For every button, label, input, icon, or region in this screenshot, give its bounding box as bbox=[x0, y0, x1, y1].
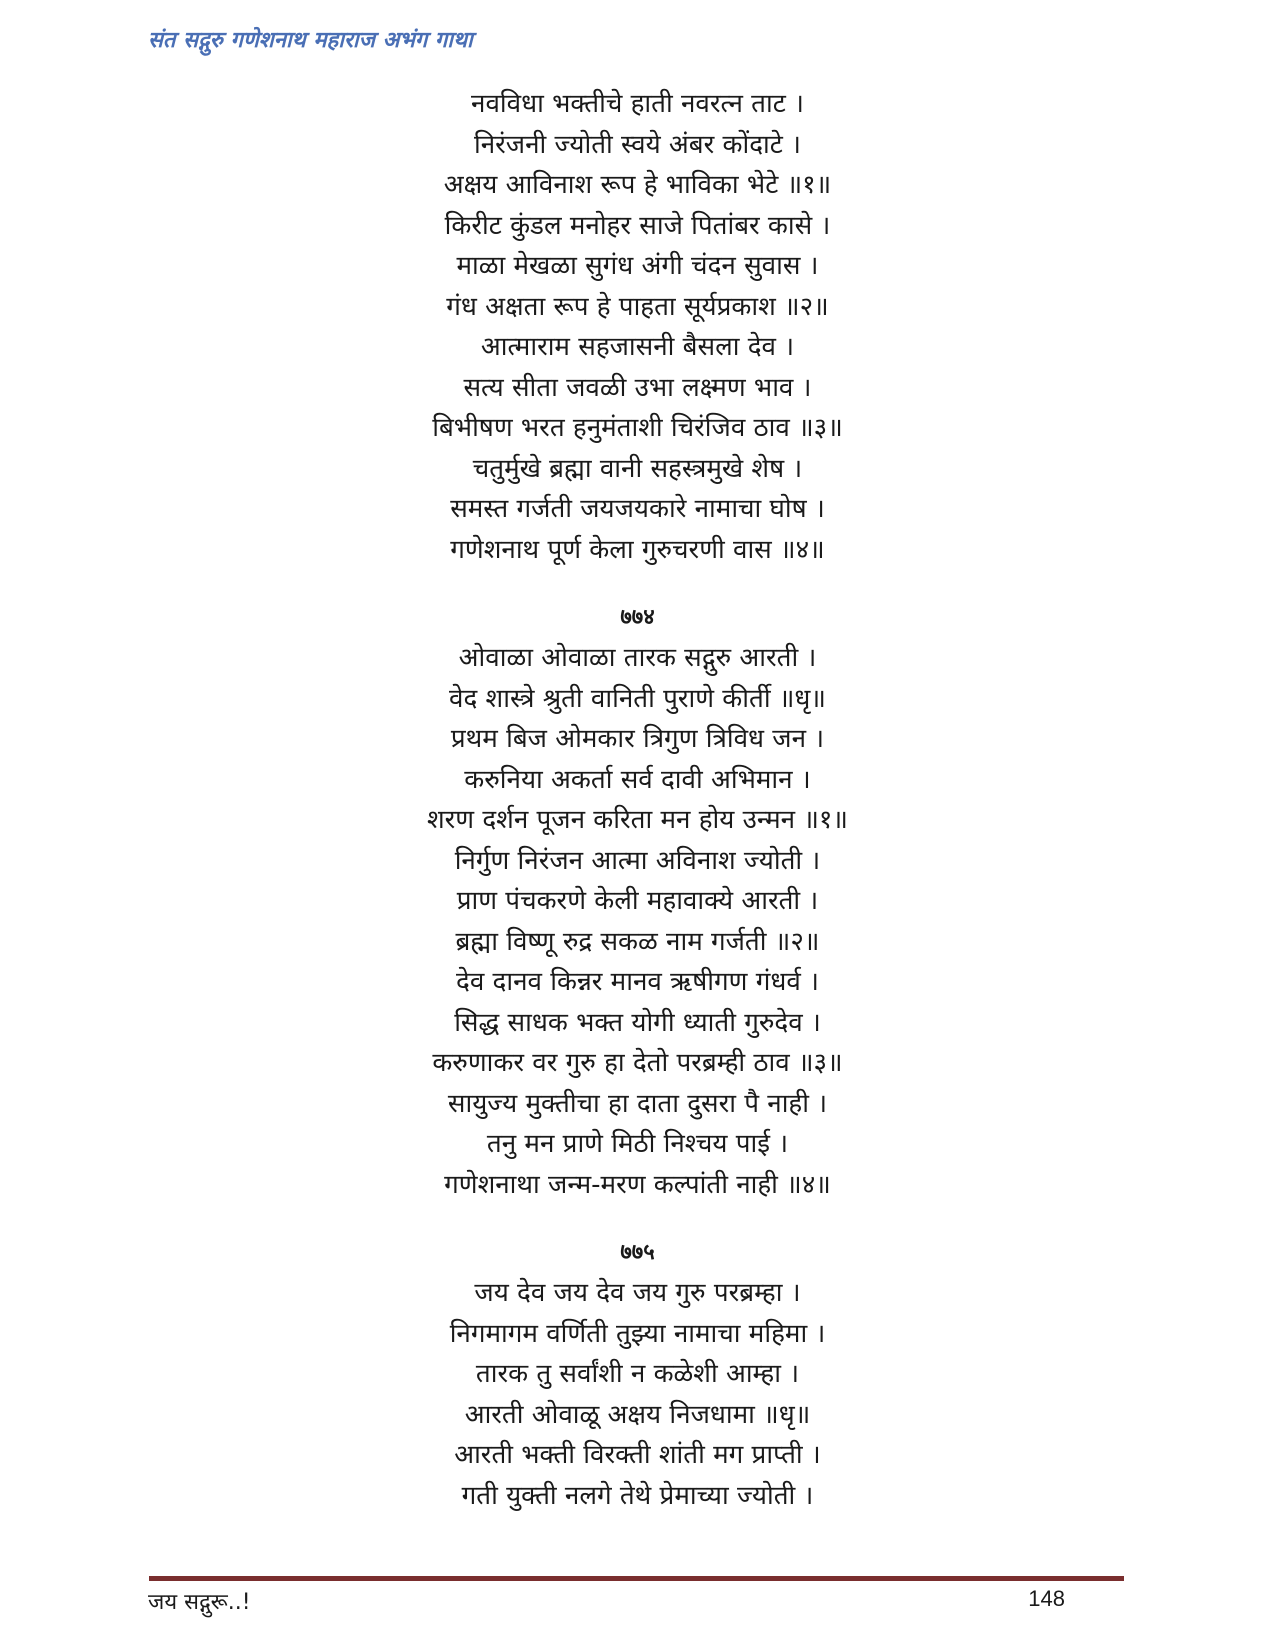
verse-line: समस्त गर्जती जयजयकारे नामाचा घोष । bbox=[450, 494, 825, 524]
verse-line: गंध अक्षता रूप हे पाहता सूर्यप्रकाश ॥२॥ bbox=[446, 291, 829, 322]
verse-line: करुनिया अकर्ता सर्व दावी अभिमान । bbox=[464, 764, 811, 795]
verse-line: वेद शास्त्रे श्रुती वानिती पुराणे कीर्ती ॥धृ॥ bbox=[449, 683, 826, 714]
verse-line: आरती भक्ती विरक्ती शांती मग प्राप्ती । bbox=[454, 1440, 821, 1470]
verse-line: शरण दर्शन पूजन करिता मन होय उन्मन ॥१॥ bbox=[426, 805, 849, 835]
verse-line: निर्गुण निरंजन आत्मा अविनाश ज्योती । bbox=[454, 845, 821, 876]
footer-text: जय सद्गुरू..! bbox=[148, 1590, 251, 1615]
verse-line: गणेशनाथा जन्म-मरण कल्पांती नाही ॥४॥ bbox=[444, 1169, 831, 1200]
verse-line: निगमागम वर्णिती तुझ्या नामाचा महिमा । bbox=[449, 1318, 826, 1349]
abhang-number: ७७५ bbox=[620, 1240, 655, 1265]
verse-line: सत्य सीता जवळी उभा लक्ष्मण भाव । bbox=[463, 372, 812, 403]
verse-line: गणेशनाथ पूर्ण केला गुरुचरणी वास ॥४॥ bbox=[450, 534, 825, 565]
verse-line: किरीट कुंडल मनोहर साजे पितांबर कासे । bbox=[444, 210, 831, 241]
verse-line: तनु मन प्राणे मिठी निश्चय पाई । bbox=[486, 1129, 789, 1159]
verse-line: करुणाकर वर गुरु हा देतो परब्रम्ही ठाव ॥३॥ bbox=[432, 1048, 843, 1078]
verse-line: ओवाळा ओवाळा तारक सद्गुरु आरती । bbox=[458, 643, 817, 673]
verse-line: नवविधा भक्तीचे हाती नवरत्न ताट । bbox=[471, 89, 804, 119]
verse-line: गती युक्ती नलगे तेथे प्रेमाच्या ज्योती । bbox=[461, 1480, 814, 1511]
abhang-number: ७७४ bbox=[620, 605, 655, 630]
verse-line: तारक तु सर्वांशी न कळेशी आम्हा । bbox=[475, 1359, 800, 1389]
running-header-title: संत सद्गुरु गणेशनाथ महाराज अभंग गाथा bbox=[148, 28, 473, 53]
verse-line: सायुज्य मुक्तीचा हा दाता दुसरा पै नाही । bbox=[447, 1088, 828, 1119]
abhang-section bbox=[0, 84, 1275, 570]
verse-line: आत्माराम सहजासनी बैसला देव । bbox=[480, 332, 795, 362]
footer-divider bbox=[149, 1576, 1124, 1581]
verse-line: प्राण पंचकरणे केली महावाक्ये आरती । bbox=[456, 886, 819, 916]
page-number: 148 bbox=[1028, 1586, 1065, 1611]
verse-line: आरती ओवाळू अक्षय निजधामा ॥धृ॥ bbox=[464, 1399, 811, 1430]
verse-line: चतुर्मुखे ब्रह्मा वानी सहस्त्रमुखे शेष । bbox=[472, 453, 803, 484]
verse-line: माळा मेखळा सुगंध अंगी चंदन सुवास । bbox=[456, 251, 819, 281]
verse-line: सिद्ध साधक भक्त योगी ध्याती गुरुदेव । bbox=[454, 1007, 821, 1038]
page-body bbox=[0, 84, 1275, 1516]
verse-line: अक्षय आविनाश रूप हे भाविका भेटे ॥१॥ bbox=[443, 170, 832, 200]
verse-line: जय देव जय देव जय गुरु परब्रम्हा । bbox=[474, 1278, 801, 1308]
verse-line: ब्रह्मा विष्णू रुद्र सकळ नाम गर्जती ॥२॥ bbox=[455, 926, 820, 957]
abhang-section bbox=[0, 1233, 1275, 1516]
verse-line: प्रथम बिज ओमकार त्रिगुण त्रिविध जन । bbox=[450, 724, 825, 754]
verse-line: देव दानव किन्नर मानव ऋषीगण गंधर्व । bbox=[456, 967, 819, 997]
abhang-section bbox=[0, 598, 1275, 1205]
verse-line: निरंजनी ज्योती स्वये अंबर कोंदाटे । bbox=[473, 129, 801, 160]
verse-line: बिभीषण भरत हनुमंताशी चिरंजिव ठाव ॥३॥ bbox=[432, 413, 843, 443]
